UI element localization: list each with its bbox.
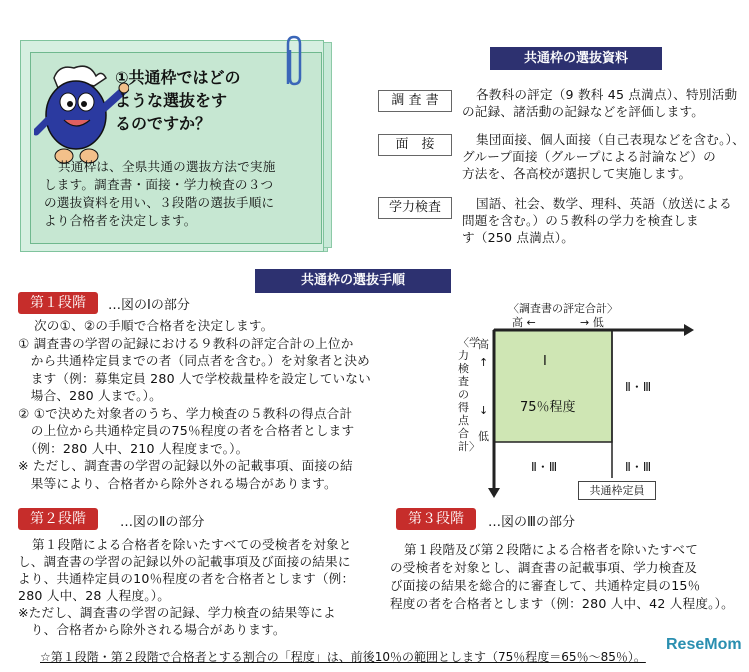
faq-body	[44, 158, 314, 230]
diagram-side-low: 低	[478, 430, 489, 443]
material-line: の記録、諸活動の記録などを評価します。	[462, 104, 705, 119]
diagram-low-right: → 低	[580, 316, 604, 329]
step1-line: ① 調査書の学習の記録における９教科の評定合計の上位か	[18, 335, 354, 351]
diagram-side-high: 高	[478, 338, 489, 351]
step1-line: の上位から共通枠定員の75％程度の者を合格者とします	[18, 423, 355, 438]
tag-chosasho: 調 査 書	[378, 90, 452, 112]
footer-note: ☆第１段階・第２段階で合格者とする割合の「程度」は、前後10％の範囲とします（75％程度＝65％～85％）。	[40, 650, 646, 664]
tag-gakuryoku: 学力検査	[378, 197, 452, 219]
material-desc	[462, 86, 749, 120]
region-right: Ⅱ・Ⅲ	[625, 380, 652, 394]
step2-line: し、調査書の学習の記録以外の記載事項及び面接の結果に	[18, 554, 351, 569]
step3-sub: …図のⅢの部分	[488, 515, 575, 530]
step2-line: 280 人中、28 人程度。）。	[18, 588, 171, 603]
faq-question-line: るのですか？	[115, 114, 212, 133]
step1-badge: 第１段階	[18, 292, 98, 314]
step2-line: より、共通枠定員の10％程度の者を合格者とします（例：	[18, 571, 355, 586]
material-line: 集団面接、個人面接（自己表現などを含む。）、	[476, 132, 745, 147]
procedure-title: 共通枠の選抜手順	[255, 269, 451, 293]
diagram-axes	[480, 318, 695, 500]
material-line: 各教科の評定（9 教科 45 点満点）、特別活動	[476, 87, 738, 102]
material-line: す（250 点満点）。	[462, 230, 575, 245]
step3-line: 程度の者を合格者とします（例：280 人中、42 人程度。）。	[390, 596, 734, 611]
step1-line: から共通枠定員までの者（同点者を含む。）を対象者と決め	[18, 353, 370, 368]
down-arrow-icon: ↓	[479, 404, 489, 417]
step3-line: 第１段階及び第２段階による合格者を除いたすべて	[404, 542, 699, 557]
faq-body-line: より合格者を決定します。	[44, 213, 197, 228]
diagram-high-left: 高 ←	[512, 316, 536, 329]
step1-line: （例：280 人中、210 人程度まで。）。	[18, 440, 249, 456]
step2-body	[18, 536, 398, 638]
step2-badge: 第２段階	[18, 508, 98, 530]
step1-line: 場合、280 人まで。）。	[18, 388, 162, 403]
step1-line: ※ ただし、調査書の学習の記録以外の記載事項、面接の結	[18, 458, 353, 473]
material-line: グループ面接（グループによる討論など）の	[462, 149, 716, 164]
region-bottom-left: Ⅱ・Ⅲ	[531, 460, 558, 474]
resemom-logo: ReseMom	[666, 636, 742, 653]
step2-line: 第１段階による合格者を除いたすべての受検者を対象と	[32, 537, 352, 552]
step1-sub: …図のⅠの部分	[108, 298, 190, 313]
step1-body	[18, 317, 418, 492]
materials-title: 共通枠の選抜資料	[490, 47, 662, 70]
faq-body-line: 共通枠は、全県共通の選抜方法で実施	[58, 159, 276, 174]
step1-line: 次の①、②の手順で合格者を決定します。	[34, 318, 274, 333]
region-1-percent: 75％程度	[520, 400, 576, 415]
faq-body-line: の選抜資料を用い、３段階の選抜手順に	[44, 195, 275, 210]
diagram-top-label: 〈調査書の評定合計〉	[508, 302, 618, 315]
step1-line: ます（例：募集定員 280 人で学校裁量枠を設定していない	[18, 370, 371, 386]
up-arrow-icon: ↑	[479, 356, 489, 369]
quota-label: 共通枠定員	[578, 481, 656, 500]
step3-badge: 第３段階	[396, 508, 476, 530]
tag-mensetsu: 面 接	[378, 134, 452, 156]
material-line: 国語、社会、数学、理科、英語（放送による	[476, 196, 732, 211]
step2-sub: …図のⅡの部分	[120, 515, 205, 530]
step1-line: ② ①で決めた対象者のうち、学力検査の５教科の得点合計	[18, 405, 353, 421]
faq-question	[115, 66, 285, 135]
material-desc	[462, 131, 749, 182]
region-1-label: Ⅰ	[543, 354, 547, 369]
material-line: 方法を、各高校が選択して実施します。	[462, 166, 692, 181]
diagram-side-label: 〈学力検査の得点合計〉	[458, 336, 480, 453]
step1-line: 果等により、合格者から除外される場合があります。	[18, 475, 337, 491]
faq-question-line: ような選抜をす	[115, 91, 228, 110]
material-desc	[462, 195, 749, 246]
step2-line: り、合格者から除外される場合があります。	[18, 622, 286, 637]
step3-line: の受検者を対象とし、調査書の記載事項、学力検査及	[390, 560, 698, 575]
faq-body-line: します。調査書・面接・学力検査の３つ	[44, 177, 274, 192]
region-bottom-right: Ⅱ・Ⅲ	[625, 460, 652, 474]
step2-line: ※ただし、調査書の学習の記録、学力検査の結果等によ	[18, 605, 336, 620]
step3-line: び面接の結果を総合的に審査して、共通枠定員の15％	[390, 578, 701, 593]
faq-question-line: ①共通枠ではどの	[115, 68, 241, 87]
step3-body	[390, 541, 740, 613]
material-line: 問題を含む。）の５教科の学力を検査しま	[462, 213, 699, 228]
